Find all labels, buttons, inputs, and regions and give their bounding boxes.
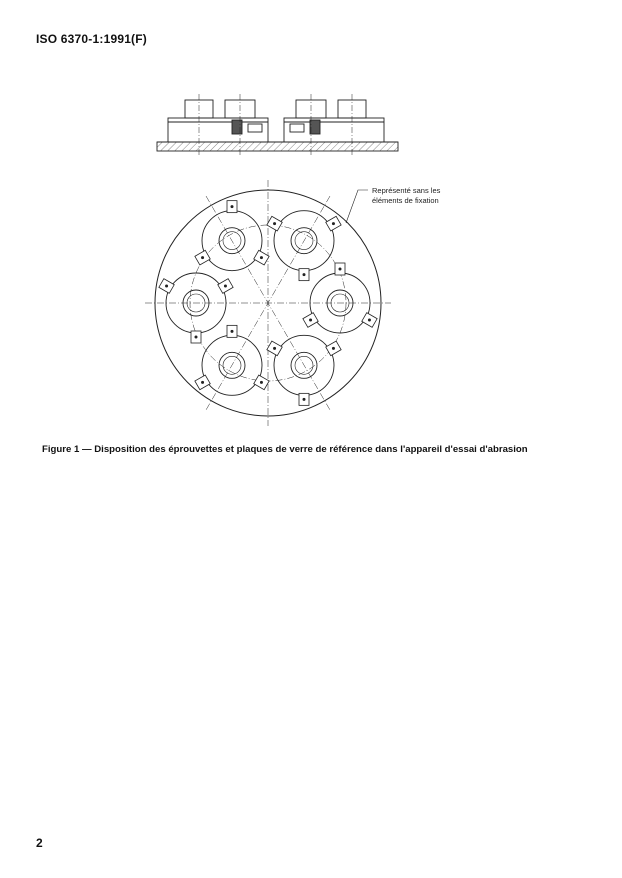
clamp-screw bbox=[231, 205, 234, 208]
annotation-line-1: Représenté sans les bbox=[372, 186, 441, 195]
specimen-holder bbox=[267, 211, 341, 281]
specimen-holder bbox=[195, 325, 269, 395]
plan-view bbox=[145, 180, 391, 426]
clamp-screw bbox=[165, 285, 168, 288]
clamp-screw bbox=[303, 398, 306, 401]
clamp-screw bbox=[332, 222, 335, 225]
clamp-screw bbox=[368, 319, 371, 322]
clamp-screw bbox=[332, 347, 335, 350]
clamp-screw bbox=[201, 381, 204, 384]
specimen-holder bbox=[159, 273, 233, 343]
clamp-screw bbox=[339, 268, 342, 271]
clamp-screw bbox=[260, 381, 263, 384]
clamp-screw bbox=[201, 256, 204, 259]
specimen-holder bbox=[267, 335, 341, 405]
page-number: 2 bbox=[36, 836, 43, 850]
annotation-line-2: éléments de fixation bbox=[372, 196, 439, 205]
clamp-screw bbox=[273, 222, 276, 225]
specimen-holder bbox=[303, 263, 377, 333]
figure-caption: Figure 1 — Disposition des éprouvettes et plaques de verre de référence dans l'appareil d'essai d'abrasion bbox=[42, 444, 528, 455]
section-view bbox=[157, 94, 398, 156]
specimen-holder bbox=[195, 201, 269, 271]
annotation-leader bbox=[346, 190, 368, 223]
clamp-screw bbox=[231, 330, 234, 333]
standard-reference: ISO 6370-1:1991(F) bbox=[36, 32, 147, 46]
clamp-screw bbox=[309, 319, 312, 322]
figure-annotation bbox=[372, 186, 440, 206]
clamp-screw bbox=[260, 256, 263, 259]
clamp-screw bbox=[224, 285, 227, 288]
clamp-screw bbox=[195, 336, 198, 339]
clamp-screw bbox=[273, 347, 276, 350]
base-plate bbox=[157, 142, 398, 151]
clamp-screw bbox=[303, 273, 306, 276]
